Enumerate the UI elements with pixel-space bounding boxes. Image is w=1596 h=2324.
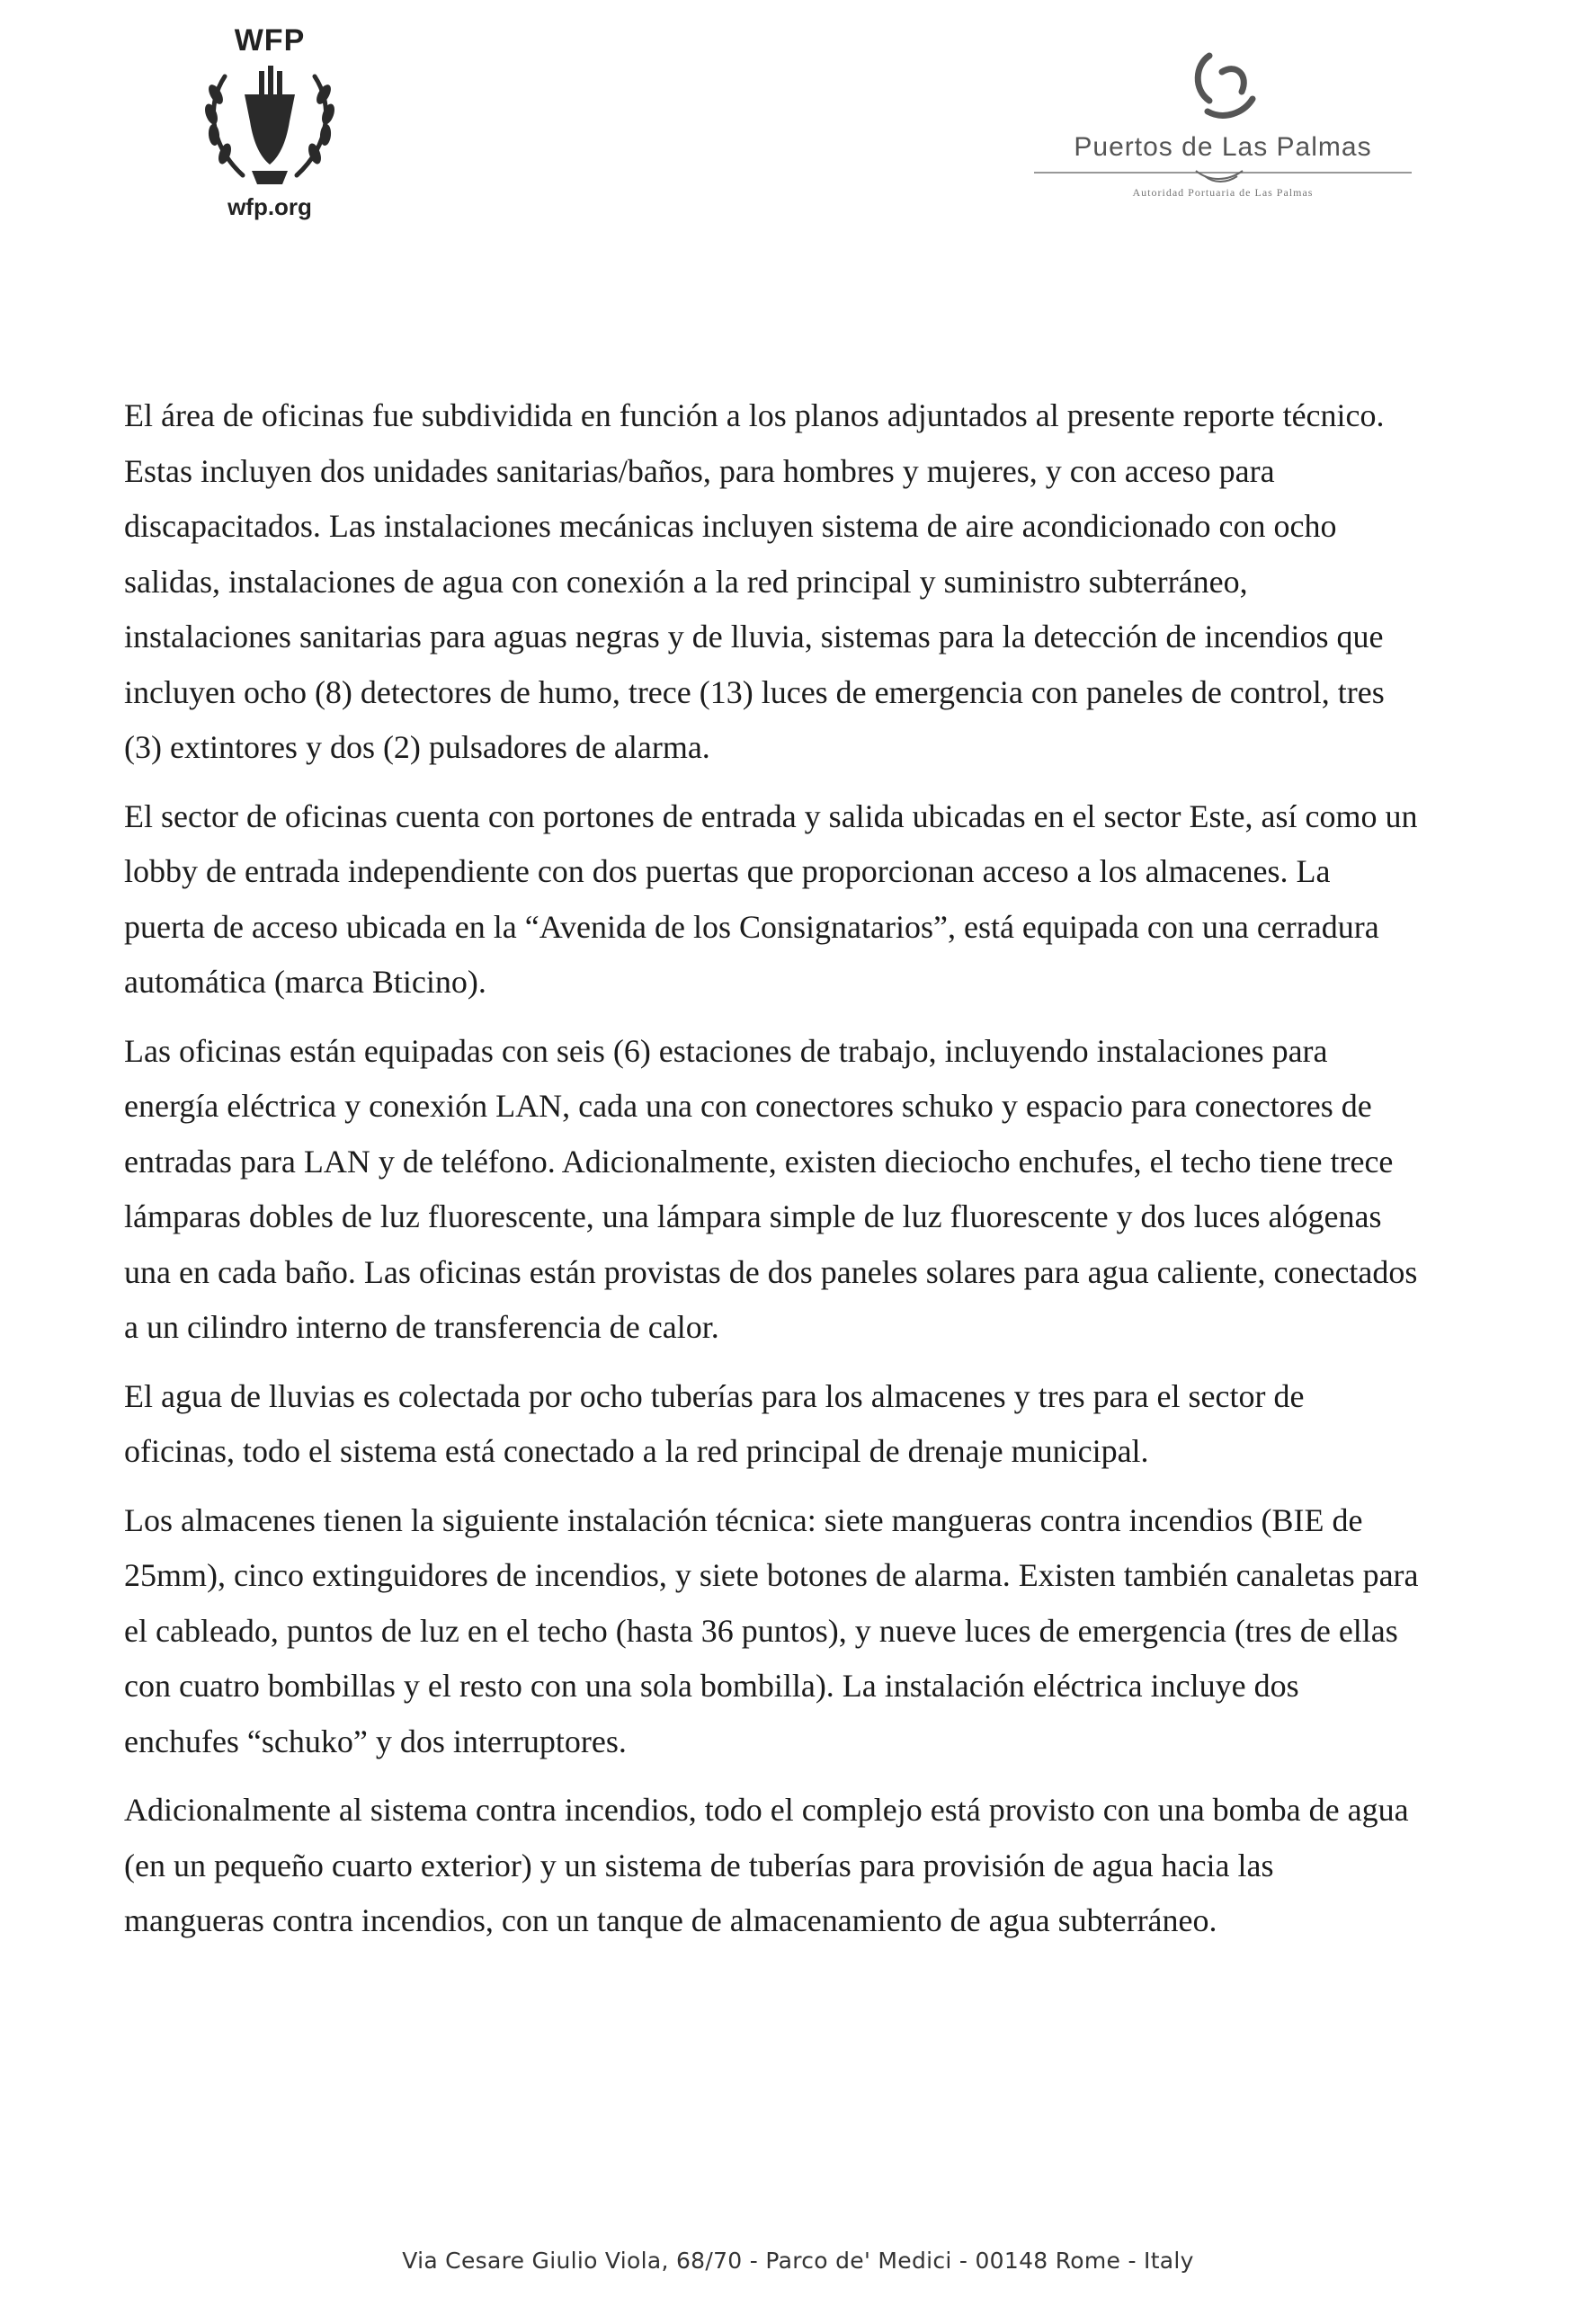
footer-address: Via Cesare Giulio Viola, 68/70 - Parco de' Medici - 00148 Rome - Italy	[402, 2248, 1194, 2274]
wfp-logo	[180, 22, 360, 220]
paragraph: El área de oficinas fue subdividida en función a los planos adjuntados al presente reporte técnico. Estas incluyen dos unidades sanitarias/baños, para hombres y mujeres, y con acceso para discapacitados. Las instalaciones mecánicas incluyen sistema de aire acondicionado con ocho salidas, instalaciones de agua con conexión a la red principal y suministro subterráneo, instalaciones sanitarias para aguas negras y de lluvia, sistemas para la detección de incendios que incluyen ocho (8) detectores de humo, trece (13) luces de emergencia con paneles de control, tres (3) extintores y dos (2) pulsadores de alarma.	[124, 397, 1385, 765]
paragraph: El sector de oficinas cuenta con portones de entrada y salida ubicadas en el sector Este, así como un lobby de entrada independiente con dos puertas que proporcionan acceso a los almacenes. La puerta de acceso ubicada en la “Avenida de los Consignatarios”, está equipada con una cerradura automática (marca Bticino).	[124, 797, 1418, 1000]
wfp-url: wfp.org	[227, 193, 312, 220]
ports-name: Puertos de Las Palmas	[1074, 132, 1372, 162]
ports-logo	[1025, 45, 1421, 234]
paragraph: El agua de lluvias es colectada por ocho tuberías para los almacenes y tres para el sector de oficinas, todo el sistema está conectado a la red principal de drenaje municipal.	[124, 1377, 1305, 1469]
wheat-emblem-icon	[189, 58, 351, 193]
wfp-acronym: WFP	[234, 23, 306, 58]
letterhead	[0, 0, 1596, 270]
swirl-icon	[1182, 45, 1263, 126]
paragraph: Las oficinas están equipadas con seis (6) estaciones de trabajo, incluyendo instalaciones para energía eléctrica y conexión LAN, cada una con conectores schuko y espacio para conectores de entradas para LAN y de teléfono. Adicionalmente, existen dieciocho enchufes, el techo tiene trece lámparas dobles de luz fluorescente, una lámpara simple de luz fluorescente y dos luces alógenas una en cada baño. Las oficinas están provistas de dos paneles solares para agua caliente, conectados a un cilindro interno de transferencia de calor.	[124, 1032, 1418, 1345]
document-body	[124, 388, 1419, 1963]
ports-authority: Autoridad Portuaria de Las Palmas	[1132, 186, 1314, 199]
paragraph: Adicionalmente al sistema contra incendios, todo el complejo está provisto con una bomba de agua (en un pequeño cuarto exterior) y un sistema de tuberías para provisión de agua hacia las mangueras contra incendios, con un tanque de almacenamiento de agua subterráneo.	[124, 1792, 1409, 1938]
paragraph: Los almacenes tienen la siguiente instalación técnica: siete mangueras contra incendios (BIE de 25mm), cinco extinguidores de incendios, y siete botones de alarma. Existen también canaletas para el cableado, puntos de luz en el techo (hasta 36 puntos), y nueve luces de emergencia (tres de ellas con cuatro bombillas y el resto con una sola bombilla). La instalación eléctrica incluye dos enchufes “schuko” y dos interruptores.	[124, 1501, 1419, 1759]
wave-rule	[1034, 165, 1412, 185]
